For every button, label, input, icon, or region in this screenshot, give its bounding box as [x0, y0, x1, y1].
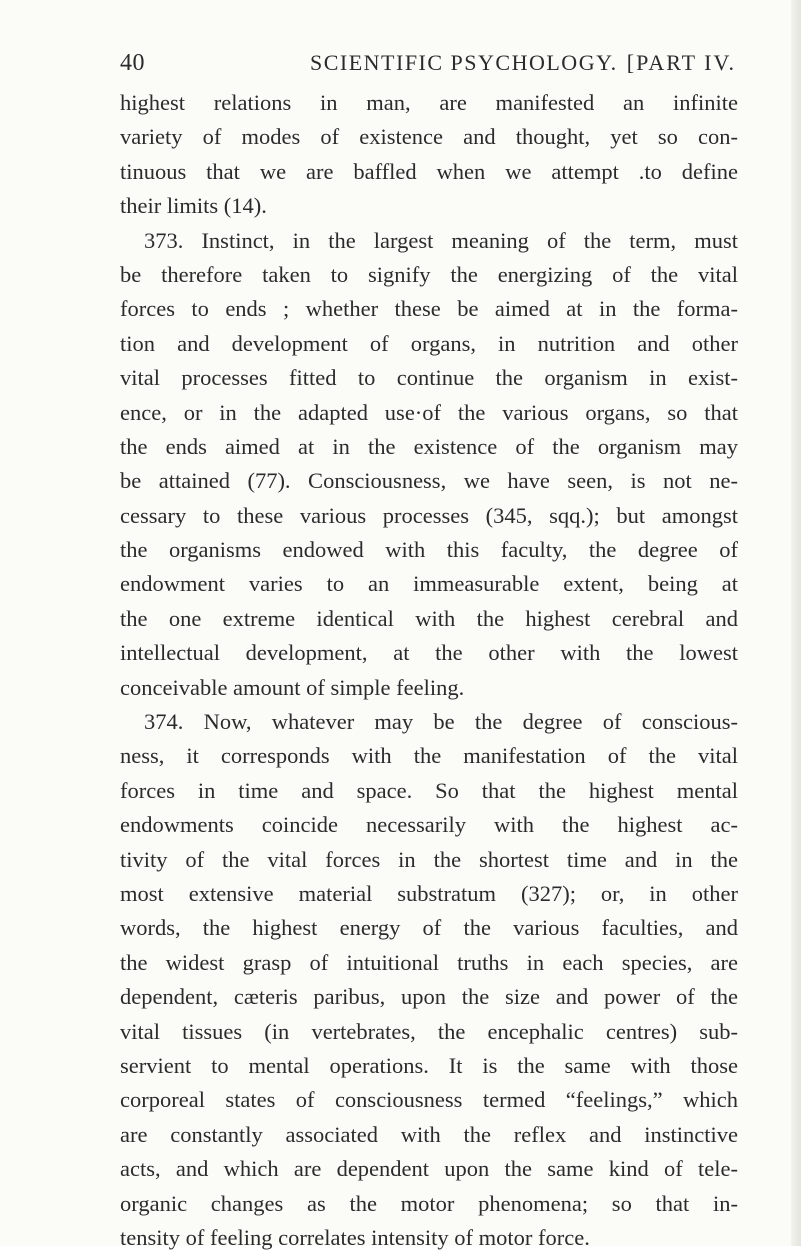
text-line: be therefore taken to signify the energizing of the vital — [120, 261, 738, 287]
text-line: forces in time and space. So that the highest mental — [120, 777, 738, 803]
text-line: the ends aimed at in the existence of the organism may — [120, 433, 738, 459]
text-line: be attained (77). Consciousness, we have seen, is not ne- — [120, 468, 738, 494]
text-line: 374. Now, whatever may be the degree of conscious- — [144, 709, 738, 735]
text-line: words, the highest energy of the various faculties, and — [120, 915, 738, 941]
running-title: SCIENTIFIC PSYCHOLOGY. — [310, 50, 618, 75]
text-line: dependent, cæteris paribus, upon the size and power of the — [120, 984, 738, 1010]
text-line: organic changes as the motor phenomena; so that in- — [120, 1190, 738, 1216]
page-edge — [791, 0, 801, 1246]
text-line: corporeal states of consciousness termed “feelings,” which — [120, 1087, 738, 1113]
text-line: the one extreme identical with the highest cerebral and — [120, 605, 738, 631]
running-head — [120, 50, 736, 84]
body-text — [120, 86, 738, 1255]
part-label: [PART IV. — [626, 50, 736, 75]
text-line: forces to ends ; whether these be aimed at in the forma- — [120, 296, 738, 322]
text-line: acts, and which are dependent upon the same kind of tele- — [120, 1156, 738, 1182]
text-line: 373. Instinct, in the largest meaning of the term, must — [144, 227, 738, 253]
text-line: their limits (14). — [120, 193, 267, 219]
text-line: vital processes fitted to continue the organism in exist- — [120, 365, 738, 391]
text-line: the widest grasp of intuitional truths in each species, are — [120, 949, 738, 975]
text-line: tivity of the vital forces in the shortest time and in the — [120, 846, 738, 872]
text-line: endowments coincide necessarily with the highest ac- — [120, 812, 738, 838]
text-line: intellectual development, at the other with the lowest — [120, 640, 738, 666]
text-line: are constantly associated with the reflex and instinctive — [120, 1121, 738, 1147]
text-line: highest relations in man, are manifested an infinite — [120, 90, 738, 115]
text-line: tion and development of organs, in nutrition and other — [120, 330, 738, 356]
text-line: conceivable amount of simple feeling. — [120, 674, 465, 700]
text-line: cessary to these various processes (345, sqq.); but amongst — [120, 502, 738, 528]
text-line: vital tissues (in vertebrates, the encephalic centres) sub- — [120, 1018, 738, 1044]
text-line: servient to mental operations. It is the same with those — [120, 1052, 738, 1078]
text-line: tensity of feeling correlates intensity of motor force. — [120, 1224, 590, 1250]
text-line: tinuous that we are baffled when we attempt .to define — [120, 158, 738, 184]
text-line: variety of modes of existence and thought, yet so con- — [120, 124, 738, 150]
page-number: 40 — [120, 50, 145, 76]
text-line: endowment varies to an immeasurable extent, being at — [120, 571, 738, 597]
text-line: the organisms endowed with this faculty, the degree of — [120, 537, 738, 563]
text-line: ence, or in the adapted use·of the various organs, so that — [120, 399, 738, 425]
text-line: ness, it corresponds with the manifestation of the vital — [120, 743, 738, 769]
text-line: most extensive material substratum (327); or, in other — [120, 880, 738, 906]
